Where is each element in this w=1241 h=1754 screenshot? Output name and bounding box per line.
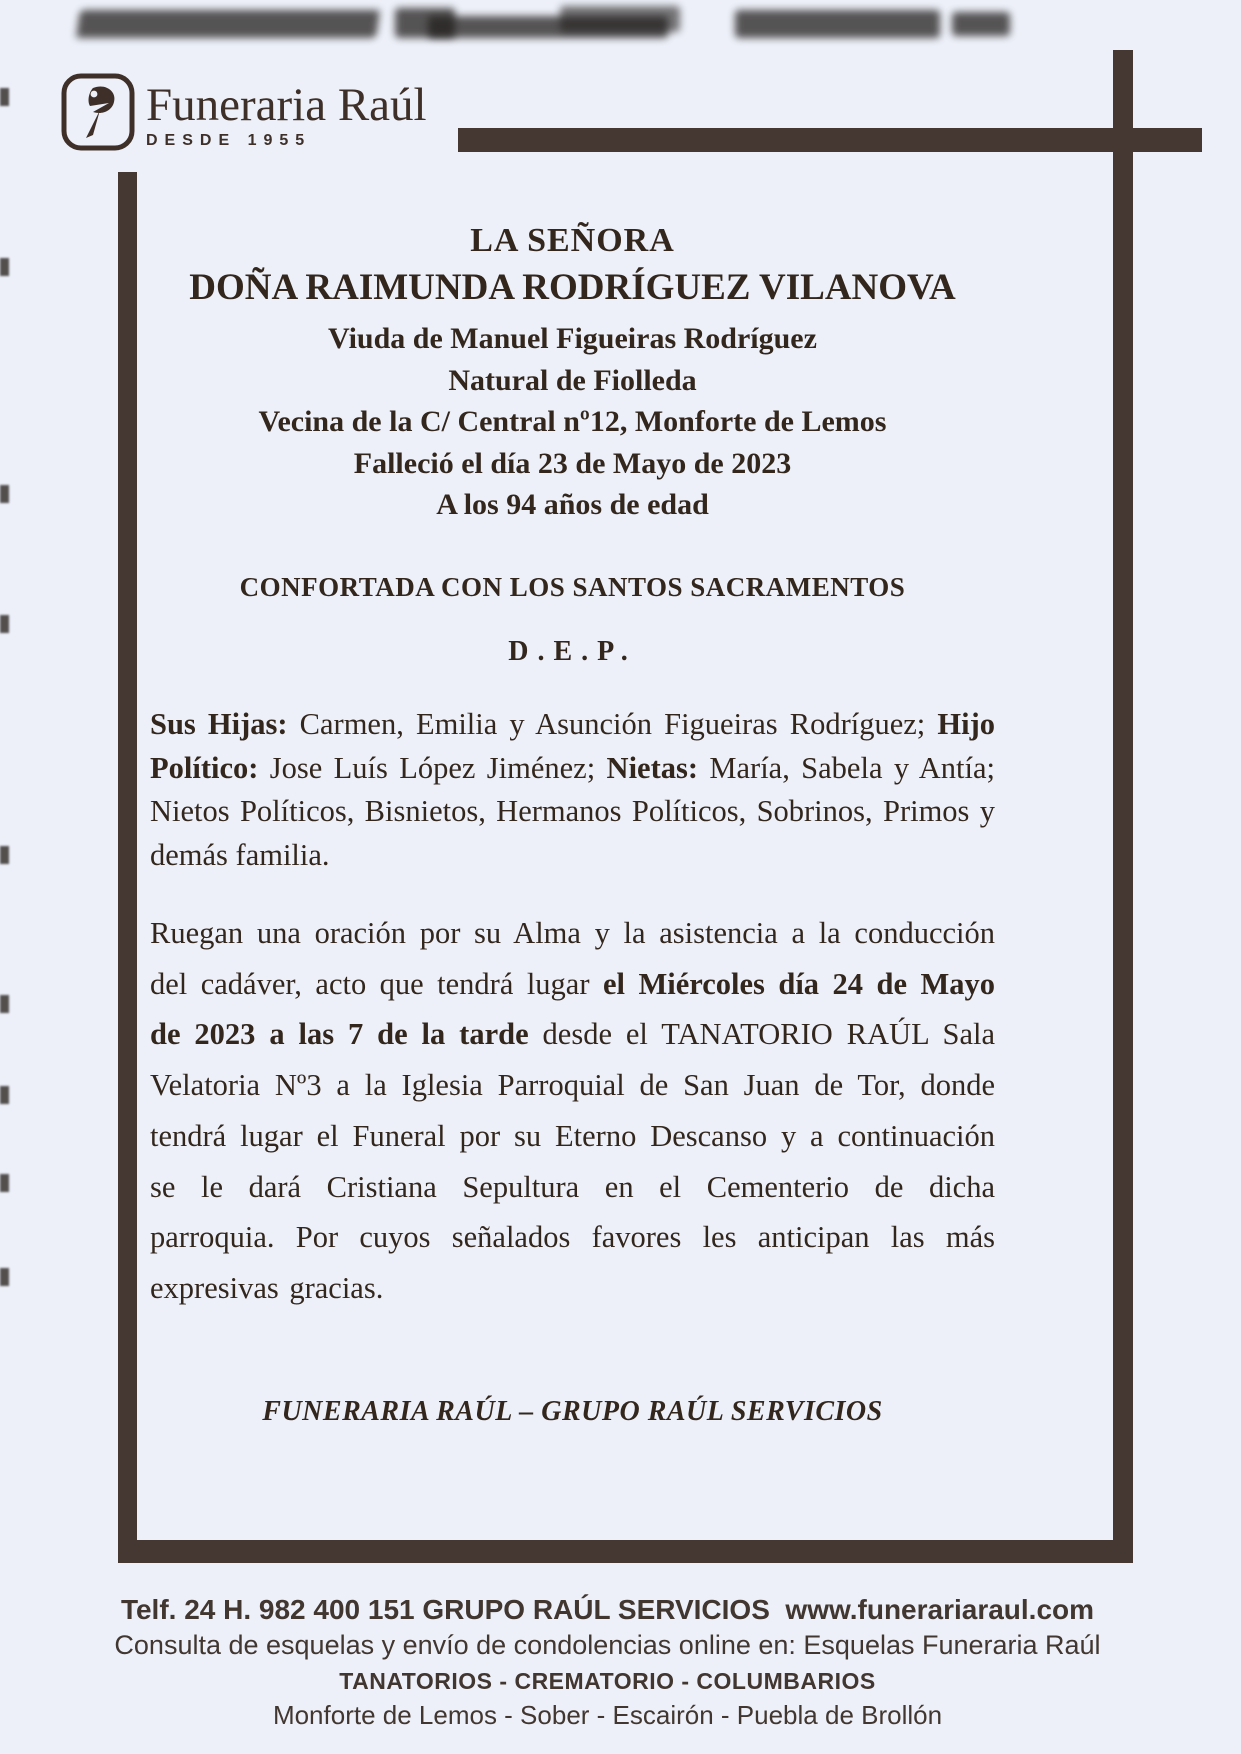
footer-services-line: TANATORIOS - CREMATORIO - COLUMBARIOS (339, 1668, 876, 1694)
frame-bottom-bar (118, 1540, 1130, 1563)
frame-top-bar (458, 128, 1202, 152)
sacraments-line: CONFORTADA CON LOS SANTOS SACRAMENTOS (239, 572, 906, 602)
scan-artifact (952, 12, 1010, 36)
scan-artifact (76, 10, 380, 38)
scan-artifact (735, 10, 940, 38)
edge-artifact (0, 615, 9, 633)
footer-condolences-line: Consulta de esquelas y envío de condolencias online en: Esquelas Funeraria Raúl (114, 1630, 1101, 1660)
footer-contact-line: Telf. 24 H. 982 400 151 GRUPO RAÚL SERVICIOS www.funerariaraul.com (120, 1594, 1095, 1625)
scan-artifact (560, 6, 680, 32)
death-date-line: Falleció el día 23 de Mayo de 2023 (353, 446, 792, 480)
edge-artifact (0, 1174, 9, 1192)
edge-artifact (0, 88, 9, 106)
funeraria-raul-logo-icon (60, 72, 136, 152)
widow-line: Viuda de Manuel Figueiras Rodríguez (328, 322, 817, 355)
rip-abbreviation: D.E.P. (508, 636, 637, 667)
logo-tagline: DESDE 1955 (146, 132, 312, 149)
funeral-home-signature: FUNERARIA RAÚL – GRUPO RAÚL SERVICIOS (262, 1396, 883, 1427)
logo-name: Funeraria Raúl (146, 79, 427, 131)
footer-locations-line: Monforte de Lemos - Sober - Escairón - Puebla de Brollón (272, 1700, 943, 1730)
edge-artifact (0, 846, 9, 864)
edge-artifact (0, 1086, 9, 1104)
frame-right-bar (1113, 50, 1133, 1563)
edge-artifact (0, 995, 9, 1013)
age-line: A los 94 años de edad (436, 488, 709, 521)
notice-honorific: LA SEÑORA (470, 222, 675, 259)
edge-artifact (0, 1268, 9, 1286)
logo-header (60, 72, 427, 152)
frame-left-bar (118, 172, 137, 1563)
funeral-details-paragraph: Ruegan una oración por su Alma y la asistencia a la conducción del cadáver, acto que tendrá lugar el Miércoles día 24 de Mayo de 2023 a las 7 de la tarde desde el TANATORIO RAÚL Sala Velatoria Nº3 a la Iglesia Parroquial de San Juan de Tor, donde tendrá lugar el Funeral por su Eterno Descanso y a continuación se le dará Cristiana Sepultura en el Cementerio de dicha parroquia. Por cuyos señalados favores les anticipan las más expresivas gracias. (150, 916, 995, 1305)
residence-line: Vecina de la C/ Central nº12, Monforte de Lemos (258, 405, 887, 438)
family-paragraph: Sus Hijas: Carmen, Emilia y Asunción Figueiras Rodríguez; Hijo Político: Jose Luís López Jiménez; Nietas: María, Sabela y Antía; Nietos Políticos, Bisnietos, Hermanos Políticos, Sobrinos, Primos y demás familia. (150, 707, 995, 872)
deceased-details (150, 318, 995, 526)
origin-line: Natural de Fiolleda (448, 363, 697, 397)
deceased-name: DOÑA RAIMUNDA RODRÍGUEZ VILANOVA (189, 267, 956, 308)
edge-artifact (0, 258, 9, 276)
logo-text (146, 72, 427, 150)
edge-artifact (0, 485, 9, 503)
